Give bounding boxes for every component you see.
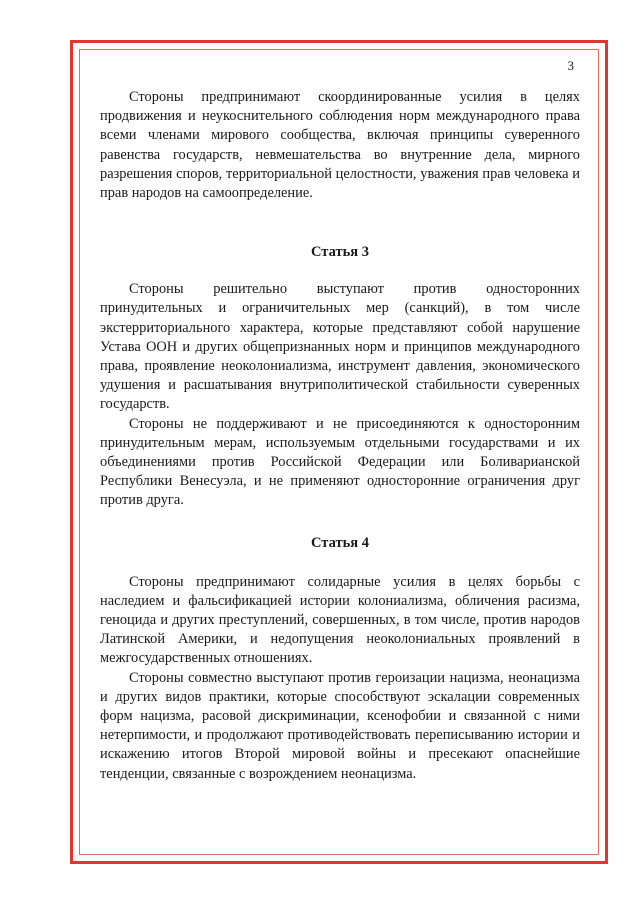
paragraph: Стороны решительно выступают против односторонних принудительных и ограничительных мер (санкций), в том числе экстерриториального характера, которые представляют собой нарушение Устава ООН и других общепризнанных норм и принципов международного права, проявление неоколониализма, инструмент давления, экономического удушения и расшатывания внутриполитической стабильности суверенных государств. [100,281,580,413]
heading-article-3: Статья 3 [311,244,369,261]
heading-article-4: Статья 4 [311,534,369,551]
paragraph: Стороны совместно выступают против героизации нацизма, неонацизма и других видов практики, которые способствуют эскалации современных форм нацизма, расовой дискриминации, ксенофобии и связанной с ними нетерпимости, и продолжают противодействовать переписыванию истории и искажению итогов Второй мировой войны и пресекают опаснейшие тенденции, связанные с возрождением неонацизма. [100,669,580,782]
paragraph: Стороны предпринимают солидарные усилия в целях борьбы с наследием и фальсификацией истории колониализма, обличения расизма, геноцида и других преступлений, совершенных, в том числе, против народов Латинской Америки, и недопущения неоколониальных проявлений в межгосударственных отношениях. [100,573,580,667]
paragraph: Стороны предпринимают скоординированные усилия в целях продвижения и неукоснительного соблюдения норм международного права всеми членами мирового сообщества, включая принципы суверенного равенства государств, невмешательства во внутренние дела, мирного разрешения споров, территориальной целостности, уважения прав человека и прав народов на самоопределение. [100,89,580,202]
document-body [100,58,580,784]
page-number: 3 [567,58,574,73]
paragraph: Стороны не поддерживают и не присоединяются к односторонним принудительным мерам, используемым отдельными государствами и их объединениями против Российской Федерации или Боливарианской Республики Венесуэла, и не применяют односторонние ограничения друг против друга. [100,415,580,509]
